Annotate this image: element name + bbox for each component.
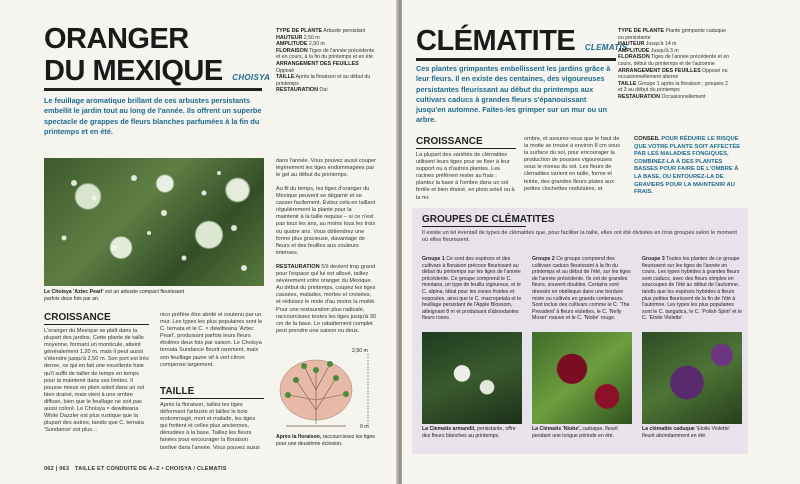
info-row: HAUTEUR Jusqu'à 14 m bbox=[618, 41, 677, 48]
clematis-etoile-violette-photo bbox=[642, 332, 742, 424]
croissance-text: La plupart des variétés de clématites utilisent leurs tiges pour se fixer à leur support ou à d'autres plantes. Les racines préfèrent rester au frais ; plantez la base à l'ombre dans un sol fertile et bien drainé, en plein soleil ou à la mi- bbox=[416, 152, 515, 201]
groups-intro: Il existe un tel éventail de types de clématites que, pour faciliter la taille, elles ont été divisées en trois groupes selon le moment où elles fleurissent. bbox=[422, 230, 737, 244]
page-title-text: DU MEXIQUE bbox=[44, 55, 223, 87]
groups-heading: GROUPES DE CLÉMATITES bbox=[422, 214, 555, 225]
page-numbers: 062 | 063 bbox=[44, 466, 70, 472]
croissance-rule bbox=[416, 148, 516, 149]
croissance-column-2: ombre, et assurez-vous que le haut de la motte se trouve à environ 8 cm sous la surface du sol, pour encourager la production de pousses vigoureuses sous le niveau du sol. Les fleurs de clématites varient en taille, forme et teinte, des grandes fleurs plates aux petites clochettes nodulaires, et bbox=[524, 136, 621, 192]
photo-caption: Le Choisya 'Aztec Pearl' est un arbuste compact fleurissant parfois deux fois par an. bbox=[44, 289, 185, 302]
info-row: TYPE DE PLANTE Plante grimpante caduque ou persistante bbox=[618, 28, 727, 41]
page-title-line1: ORANGER bbox=[44, 23, 189, 55]
page-title: CLÉMATITE CLEMATIS bbox=[416, 25, 628, 57]
flower-cluster-graphic bbox=[44, 158, 264, 286]
right-column-text-2: Au fil du temps, les tiges d'oranger du Mexique peuvent se dégarnir et se casser facilement. Évitez cela en taillant régulièrement la plante pour la maintenir à la taille requise – si ce n'est pas tous les ans, au moins tous les trois ou quatre ans. Vous obtiendrez une forme plus gracieuse, davantage de fleurs et des feuilles aux couleurs intenses. bbox=[276, 186, 376, 256]
intro-text: Ces plantes grimpantes embellissent les jardins grâce à leur fleurs. Il en existe des centaines, des vigoureuses persistantes fleurissant au début du printemps aux cultivars caducs à grandes fleurs s'épanouissant jusqu'en automne. Faites-les grimper sur un mur ou un arbre. bbox=[416, 64, 611, 125]
right-page bbox=[402, 0, 800, 484]
croissance-heading: CROISSANCE bbox=[416, 136, 483, 147]
left-page bbox=[0, 0, 398, 484]
choisya-photo bbox=[44, 158, 264, 286]
info-row: TAILLE Après la floraison et au début du printemps bbox=[276, 74, 371, 87]
photo-caption-2: La Clématis 'Niobe', caduque, fleurit pendant une longue période en été. bbox=[532, 426, 618, 439]
group-3-text: Groupe 3 Toutes les plantes de ce groupe fleurissent sur les tiges de l'année en cours. Les types hybrides à grandes fleurs sont caducs, avec des fleurs simples en soucoupes de l'été au début de l'automne, tandis que les espèces hybrides à fleurs plus petites fleurissent de la fin de l'été à l'automne. Les types les plus populaires sont le C. tangutica, le C. 'Polish Spirit' et le C. 'Etoile Violette'. bbox=[642, 256, 743, 322]
latin-name: CHOISYA bbox=[232, 73, 271, 82]
right-column-text-1: dans l'année. Vous pouvez aussi couper légèrement les tiges endommagées par le gel au début du printemps. bbox=[276, 158, 376, 179]
plant-info-box bbox=[276, 28, 376, 94]
middle-column-text: nico préfère être abrité et soutenu par un mur. Les types les plus populaires sont le C. ternata et le C. × dewitteana 'Aztec Pearl', produisant parfois leurs fleurs étoilées deux fois par saison. Le Choisya ternata Sundance fleurit rarement, mais son feuillage jaune vif à vert citron compense largement. bbox=[160, 312, 263, 368]
info-row: TYPE DE PLANTE Arbuste persistant bbox=[276, 28, 366, 34]
info-row: FLORAISON Tiges de l'année précédente et en cours, à la fin du printemps et en été bbox=[276, 47, 375, 61]
clematis-armandii-photo bbox=[422, 332, 522, 424]
croissance-rule bbox=[44, 324, 149, 325]
info-row: RESTAURATION Oui bbox=[276, 87, 328, 94]
page-footer bbox=[44, 466, 227, 472]
restauration-text: RESTAURATION S'il devient trop grand pour l'espace qui lui est alloué, taillez sévèrement votre oranger du Mexique. Au début du printemps, coupez les tiges cassées, malades, mortes et croisées, et réduisez le reste d'au moins la moitié. Pour une restauration plus radicale, raccourcissez toutes les tiges jusqu'à 30 cm de la base. Le rabattement complet peut prendre une saison ou deux. bbox=[276, 264, 376, 334]
latin-name: CLEMATIS bbox=[584, 43, 628, 52]
diagram-height-bottom: 0 m bbox=[360, 424, 369, 430]
plant-info-box bbox=[618, 28, 732, 101]
info-row: AMPLITUDE Jusqu'à 3 m bbox=[618, 47, 679, 54]
info-row: HAUTEUR 2,50 m bbox=[276, 34, 320, 41]
info-row: FLORAISON Tiges de l'année précédente et en cours, début du printemps et de l'automne bbox=[618, 54, 730, 67]
taille-rule bbox=[160, 398, 264, 399]
group-1-text: Groupe 1 Ce sont des espèces et des cultivars à floraison précoce fleurissant au début du printemps sur les tiges de l'année précédente. Ce groupe comprend le C. montana, un type de feuillu vigoureux, et le C. alpina, idéal pour les zones froides et exposées, ainsi que le C. macropetala et le feuillage persistant de l'Apple Blossom, atteignant 8 m et produisant d'abondantes fleurs roses. bbox=[422, 256, 522, 322]
pruning-diagram bbox=[276, 350, 376, 430]
taille-heading: TAILLE bbox=[160, 386, 195, 397]
footer-running-title: TAILLE ET CONDUITE DE A–Z • CHOISYA / CLEMATIS bbox=[74, 466, 227, 472]
group-2-text: Groupe 2 Ce groupe comprend des cultivars caducs fleurissant à la fin du printemps et au début de l'été, sur les tiges de l'année précédente. Ils ont de grandes fleurs, souvent doubles. Certains sont dressés en obélisque dans une bordure mixte ou cultivés en grands conteneurs. Sont inclus des cultivars comme le C. 'The President' à fleurs violettes, le C. 'Nelly Moser' mauve et le C. 'Niobe' rouge. bbox=[532, 256, 631, 322]
croissance-heading: CROISSANCE bbox=[44, 312, 111, 323]
photo-caption-1: La Clematis armandii, persistante, offre des fleurs blanches au printemps. bbox=[422, 426, 516, 439]
info-row: ARRANGEMENT DES FEUILLES Opposé bbox=[276, 60, 359, 74]
title-rule bbox=[416, 58, 616, 61]
intro-text: Le feuillage aromatique brillant de ces arbustes persistants embellit le jardin tout au long de l'année. Ils offrent un superbe spectacle de grappes de fleurs blanches parfumées à la fin du printemps et en été. bbox=[44, 96, 262, 136]
diagram-height-top: 2,50 m bbox=[352, 348, 368, 354]
info-row: ARRANGEMENT DES FEUILLES Opposé ou occasionnellement alterné bbox=[618, 67, 728, 81]
photo-caption-3: La clématite caduque 'Etoile Violette' fleurit abondamment en été. bbox=[642, 426, 730, 439]
diagram-caption: Après la floraison, raccourcissez les tiges pour une deuxième éclosion. bbox=[276, 434, 375, 447]
taille-text: Après la floraison, taillez les tiges déformant l'arbuste et taillez le bois endommagé, mort et malade, les tiges qui frottent et celles plus anciennes, dénudées à la base. Taillez les fleurs fanées pour encourager la floraison tardive dans l'année. Vous pouvez aussi bbox=[160, 402, 260, 451]
groups-rule bbox=[422, 226, 526, 227]
conseil-tip: CONSEIL POUR RÉDUIRE LE RISQUE QUE VOTRE PLANTE SOIT AFFECTÉE PAR LES MALADIES FONGIQUES, COMBINEZ-LA À DES PLANTES BASSES POUR FAIRE DE L'OMBRE À LA BASE, OU ENTOUREZ-LA DE GRAVIERS POUR LA MAINTENIR AU FRAIS. bbox=[634, 136, 741, 196]
info-row: AMPLITUDE 2,50 m bbox=[276, 41, 325, 48]
info-row: RESTAURATION Occasionnellement bbox=[618, 93, 706, 100]
croissance-text: L'oranger du Mexique se plaît dans la plupart des jardins. Cette plante de taille moyenne, formant un monticule, atteint généralement 1,20 m, mais il peut aussi s'étendre jusqu'à 2,50 m. Son port est très dense, ce qui en fait une excellente haie qu'il suffit de tailler de temps en temps pour la maintenir dans ses limites. Il pousse mieux en plein soleil dans un sol bien drainé, mais vient à une ombre diffuse, bien que le feuillage ne soit pas aussi coloré. Le Choisya × dewitteana White Dazzler est plus rustique que la plupart des autres, tandis que C. ternata 'Sundance' est plus… bbox=[44, 328, 149, 434]
clematis-niobe-photo bbox=[532, 332, 632, 424]
info-row: TAILLE Groupe 1 après la floraison ; groupes 2 et 3 au début du printemps bbox=[618, 80, 728, 94]
title-rule bbox=[44, 88, 262, 91]
